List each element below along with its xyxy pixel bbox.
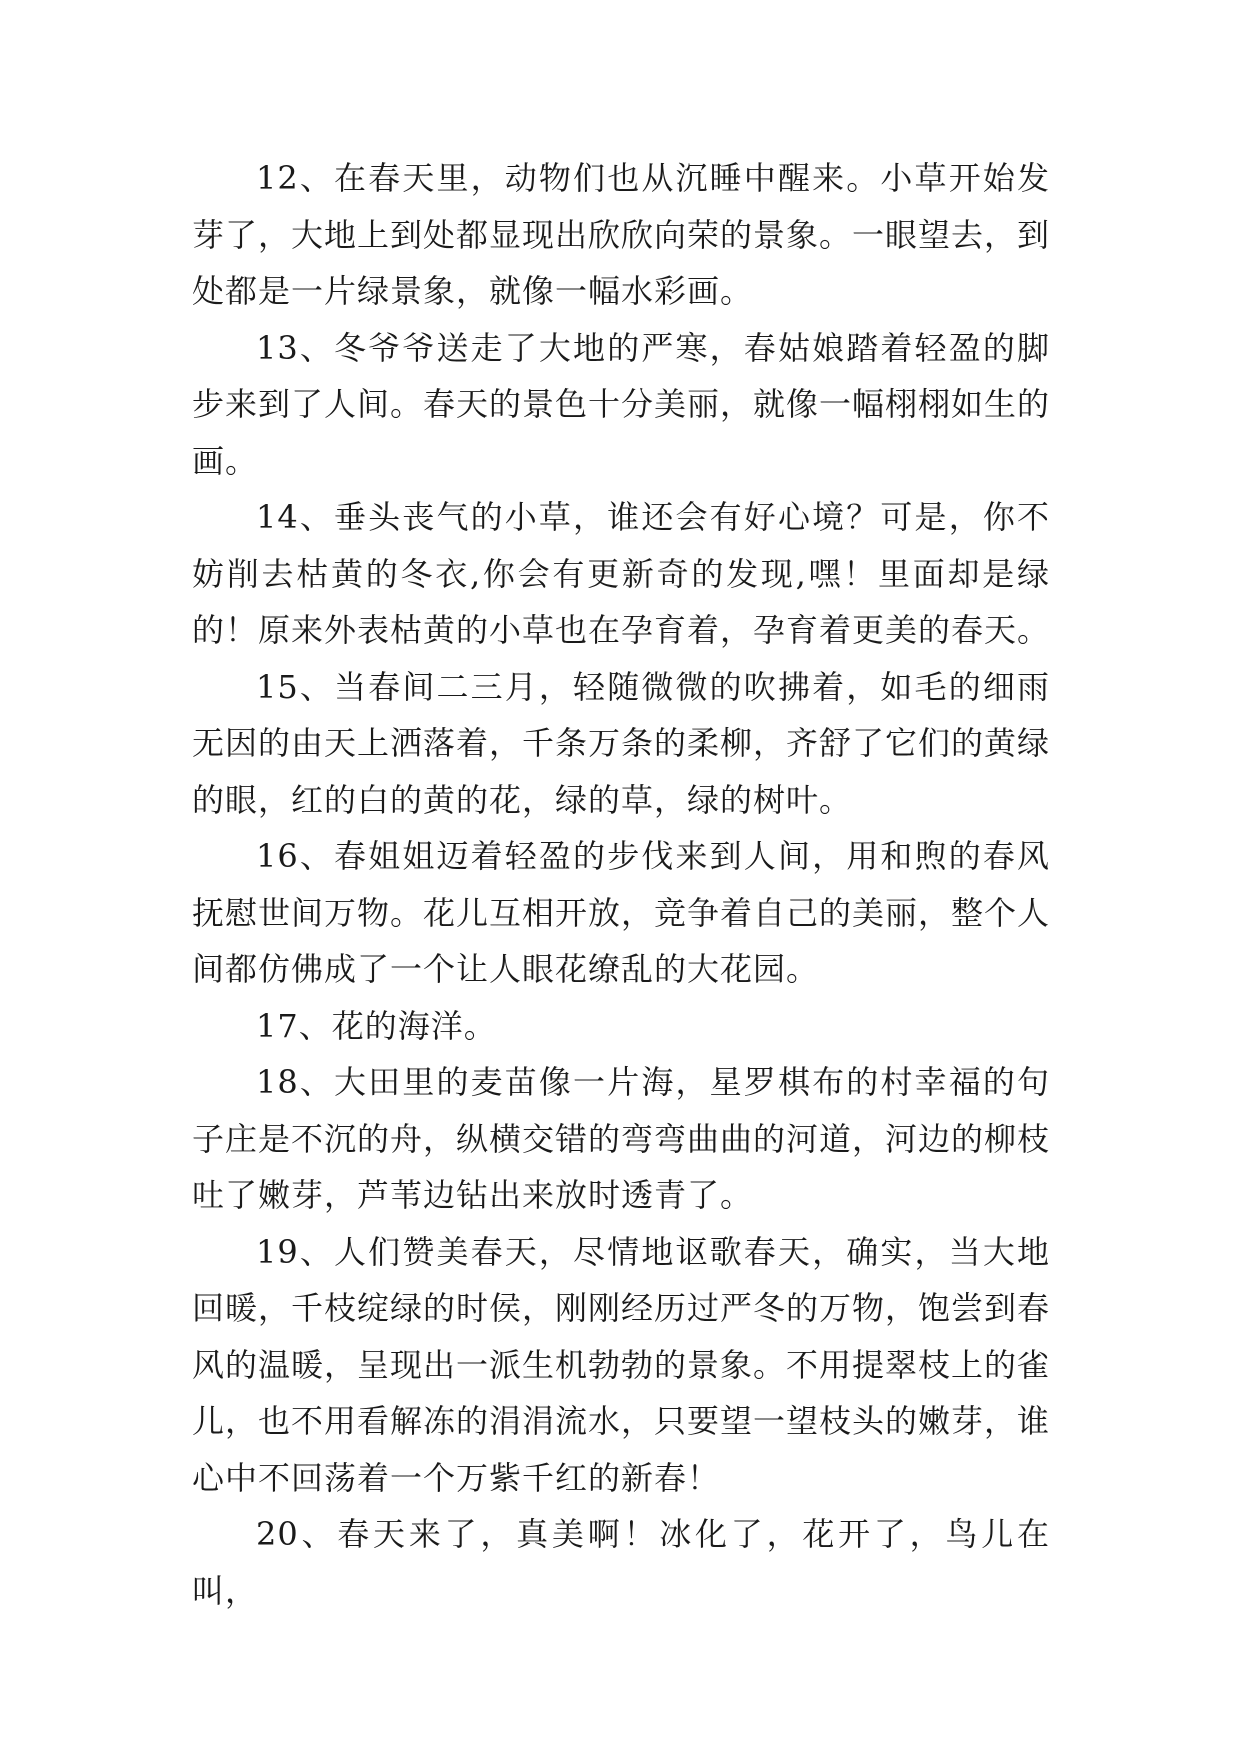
paragraph-15: 15、当春间二三月，轻随微微的吹拂着，如毛的细雨无因的由天上洒落着，千条万条的柔柳，齐舒了它们的黄绿的眼，红的白的黄的花，绿的草，绿的树叶。 [192, 667, 1051, 819]
paragraph-13: 13、冬爷爷送走了大地的严寒，春姑娘踏着轻盈的脚步来到了人间。春天的景色十分美丽，就像一幅栩栩如生的画。 [192, 328, 1051, 480]
paragraph-16: 16、春姐姐迈着轻盈的步伐来到人间，用和煦的春风抚慰世间万物。花儿互相开放，竞争着自己的美丽，整个人间都仿佛成了一个让人眼花缭乱的大花园。 [192, 837, 1051, 988]
paragraph-20: 20、春天来了，真美啊！冰化了，花开了，鸟儿在叫， [192, 1515, 1050, 1610]
paragraph-18: 18、大田里的麦苗像一片海，星罗棋布的村幸福的句子庄是不沉的舟，纵横交错的弯弯曲曲的河道，河边的柳枝吐了嫩芽，芦苇边钻出来放时透青了。 [192, 1063, 1051, 1214]
paragraph-14: 14、垂头丧气的小草，谁还会有好心境？可是，你不妨削去枯黄的冬衣,你会有更新奇的发现,嘿！里面却是绿的！原来外表枯黄的小草也在孕育着，孕育着更美的春天。 [192, 498, 1051, 649]
paragraph-19: 19、人们赞美春天，尽情地讴歌春天，确实，当大地回暖，千枝绽绿的时侯，刚刚经历过严冬的万物，饱尝到春风的温暖，呈现出一派生机勃勃的景象。不用提翠枝上的雀儿，也不用看解冻的涓涓流水，只要望一望枝头的嫩芽，谁心中不回荡着一个万紫千红的新春！ [192, 1232, 1051, 1497]
paragraph-12: 12、在春天里，动物们也从沉睡中醒来。小草开始发芽了，大地上到处都显现出欣欣向荣的景象。一眼望去，到处都是一片绿景象，就像一幅水彩画。 [192, 159, 1051, 310]
body-text [192, 150, 1050, 1619]
paragraph-17: 17、花的海洋。 [256, 1006, 497, 1045]
